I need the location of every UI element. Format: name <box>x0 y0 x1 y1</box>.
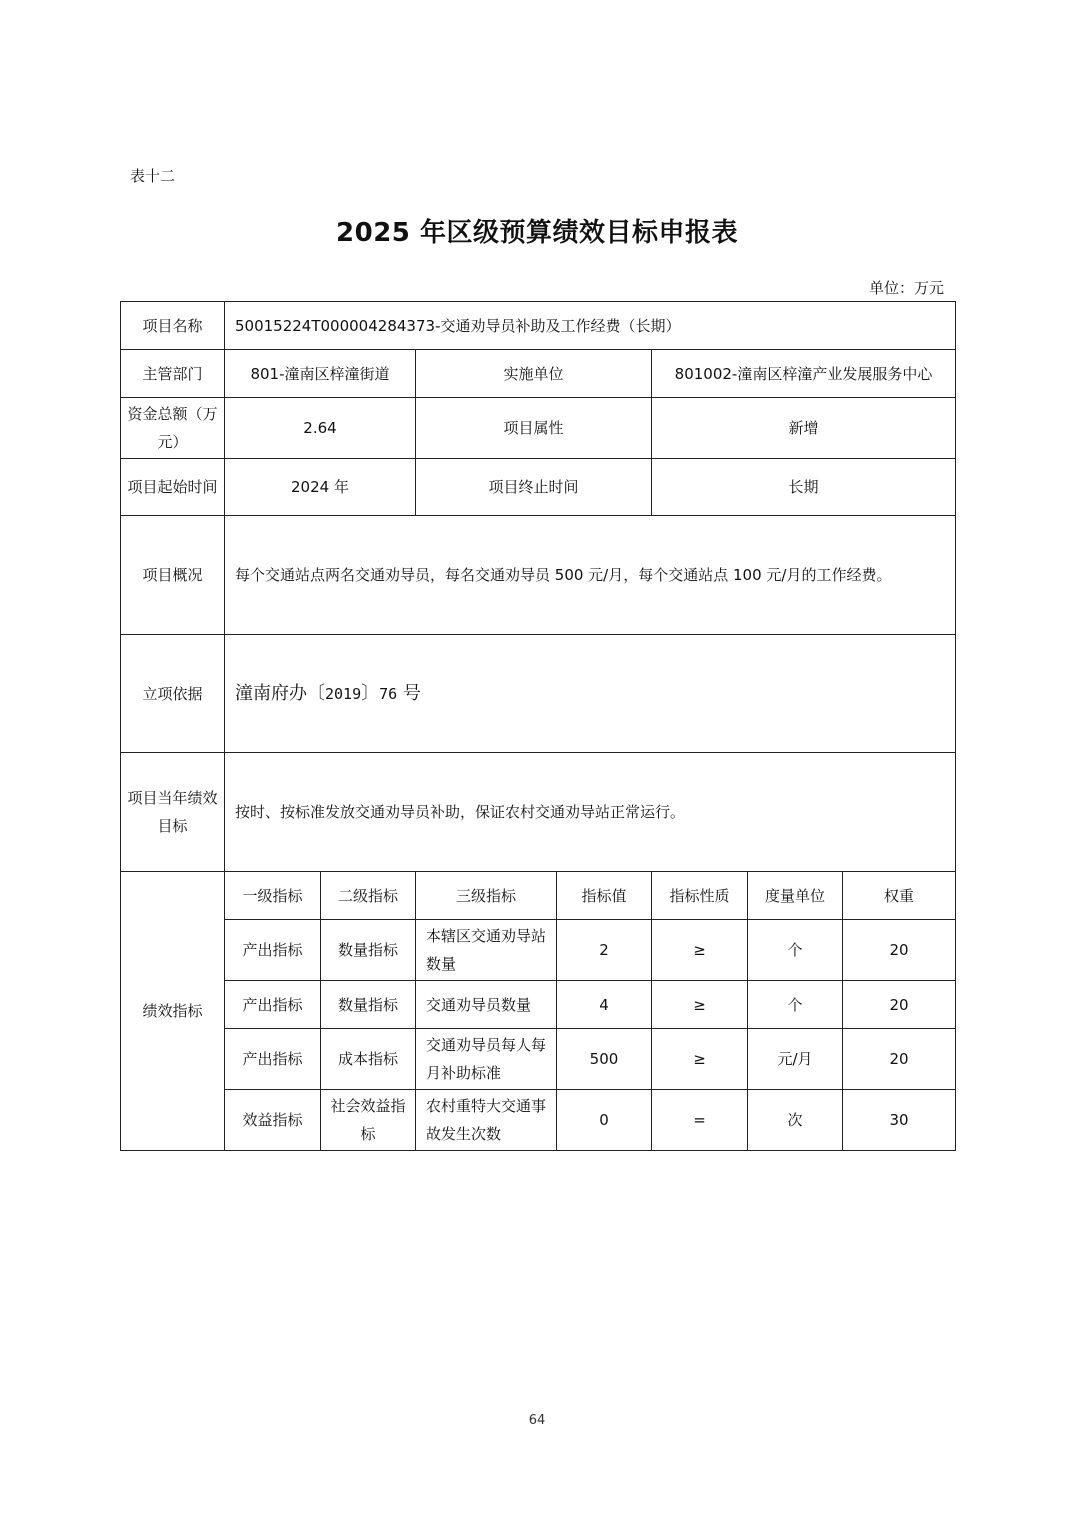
basis-suffix: 号 <box>397 682 421 704</box>
header-level1: 一级指标 <box>225 872 321 920</box>
page-number: 64 <box>528 1413 546 1428</box>
weight-cell: 20 <box>843 920 956 981</box>
level2-cell: 社会效益指标 <box>321 1090 416 1151</box>
implementing-unit-value: 801002-潼南区梓潼产业发展服务中心 <box>652 350 956 398</box>
row-project-name <box>121 302 956 350</box>
basis-value <box>225 635 956 753</box>
implementing-unit-label: 实施单位 <box>416 350 652 398</box>
level1-cell: 产出指标 <box>225 1029 321 1090</box>
row-period <box>121 459 956 516</box>
end-time-value: 长期 <box>652 459 956 516</box>
unit-cell: 次 <box>748 1090 843 1151</box>
budget-performance-table <box>120 301 956 1151</box>
header-nature: 指标性质 <box>652 872 748 920</box>
project-name-value: 50015224T000004284373-交通劝导员补助及工作经费（长期） <box>225 302 956 350</box>
total-funds-label: 资金总额（万元） <box>121 398 225 459</box>
overview-label: 项目概况 <box>121 516 225 635</box>
header-weight: 权重 <box>843 872 956 920</box>
start-time-label: 项目起始时间 <box>121 459 225 516</box>
header-value: 指标值 <box>557 872 652 920</box>
level1-cell: 产出指标 <box>225 920 321 981</box>
unit-label: 单位：万元 <box>868 279 944 297</box>
table-row <box>121 1029 956 1090</box>
nature-cell: = <box>652 1090 748 1151</box>
table-label: 表十二 <box>130 167 176 185</box>
total-funds-value: 2.64 <box>225 398 416 459</box>
nature-cell: ≥ <box>652 920 748 981</box>
basis-bracket: 〕 <box>361 682 380 704</box>
value-cell: 0 <box>557 1090 652 1151</box>
unit-cell: 元/月 <box>748 1029 843 1090</box>
unit-cell: 个 <box>748 981 843 1029</box>
level1-cell: 效益指标 <box>225 1090 321 1151</box>
project-attribute-label: 项目属性 <box>416 398 652 459</box>
value-cell: 4 <box>557 981 652 1029</box>
row-annual-goal <box>121 753 956 872</box>
project-name-label: 项目名称 <box>121 302 225 350</box>
indicator-header-row <box>121 872 956 920</box>
row-funds <box>121 398 956 459</box>
basis-year: 2019 <box>325 684 362 703</box>
level2-cell: 数量指标 <box>321 920 416 981</box>
table-row <box>121 981 956 1029</box>
nature-cell: ≥ <box>652 981 748 1029</box>
basis-label: 立项依据 <box>121 635 225 753</box>
overview-value: 每个交通站点两名交通劝导员，每名交通劝导员 500 元/月，每个交通站点 100 元/月的工作经费。 <box>225 516 956 635</box>
basis-number: 76 <box>379 684 398 703</box>
row-overview <box>121 516 956 635</box>
start-time-value: 2024 年 <box>225 459 416 516</box>
document-title: 2025 年区级预算绩效目标申报表 <box>336 218 738 248</box>
nature-cell: ≥ <box>652 1029 748 1090</box>
level3-cell: 交通劝导员每人每月补助标准 <box>416 1029 557 1090</box>
table-row <box>121 920 956 981</box>
value-cell: 500 <box>557 1029 652 1090</box>
project-attribute-value: 新增 <box>652 398 956 459</box>
unit-cell: 个 <box>748 920 843 981</box>
table-row <box>121 1090 956 1151</box>
value-cell: 2 <box>557 920 652 981</box>
level2-cell: 数量指标 <box>321 981 416 1029</box>
header-level3: 三级指标 <box>416 872 557 920</box>
annual-goal-value: 按时、按标准发放交通劝导员补助，保证农村交通劝导站正常运行。 <box>225 753 956 872</box>
header-unit: 度量单位 <box>748 872 843 920</box>
weight-cell: 20 <box>843 1029 956 1090</box>
level3-cell: 本辖区交通劝导站数量 <box>416 920 557 981</box>
level3-cell: 交通劝导员数量 <box>416 981 557 1029</box>
level1-cell: 产出指标 <box>225 981 321 1029</box>
row-basis <box>121 635 956 753</box>
department-label: 主管部门 <box>121 350 225 398</box>
annual-goal-label: 项目当年绩效目标 <box>121 753 225 872</box>
department-value: 801-潼南区梓潼街道 <box>225 350 416 398</box>
header-level2: 二级指标 <box>321 872 416 920</box>
level3-cell: 农村重特大交通事故发生次数 <box>416 1090 557 1151</box>
performance-indicators-label: 绩效指标 <box>121 872 225 1151</box>
basis-prefix: 潼南府办〔 <box>235 682 325 704</box>
level2-cell: 成本指标 <box>321 1029 416 1090</box>
row-department <box>121 350 956 398</box>
end-time-label: 项目终止时间 <box>416 459 652 516</box>
weight-cell: 20 <box>843 981 956 1029</box>
weight-cell: 30 <box>843 1090 956 1151</box>
